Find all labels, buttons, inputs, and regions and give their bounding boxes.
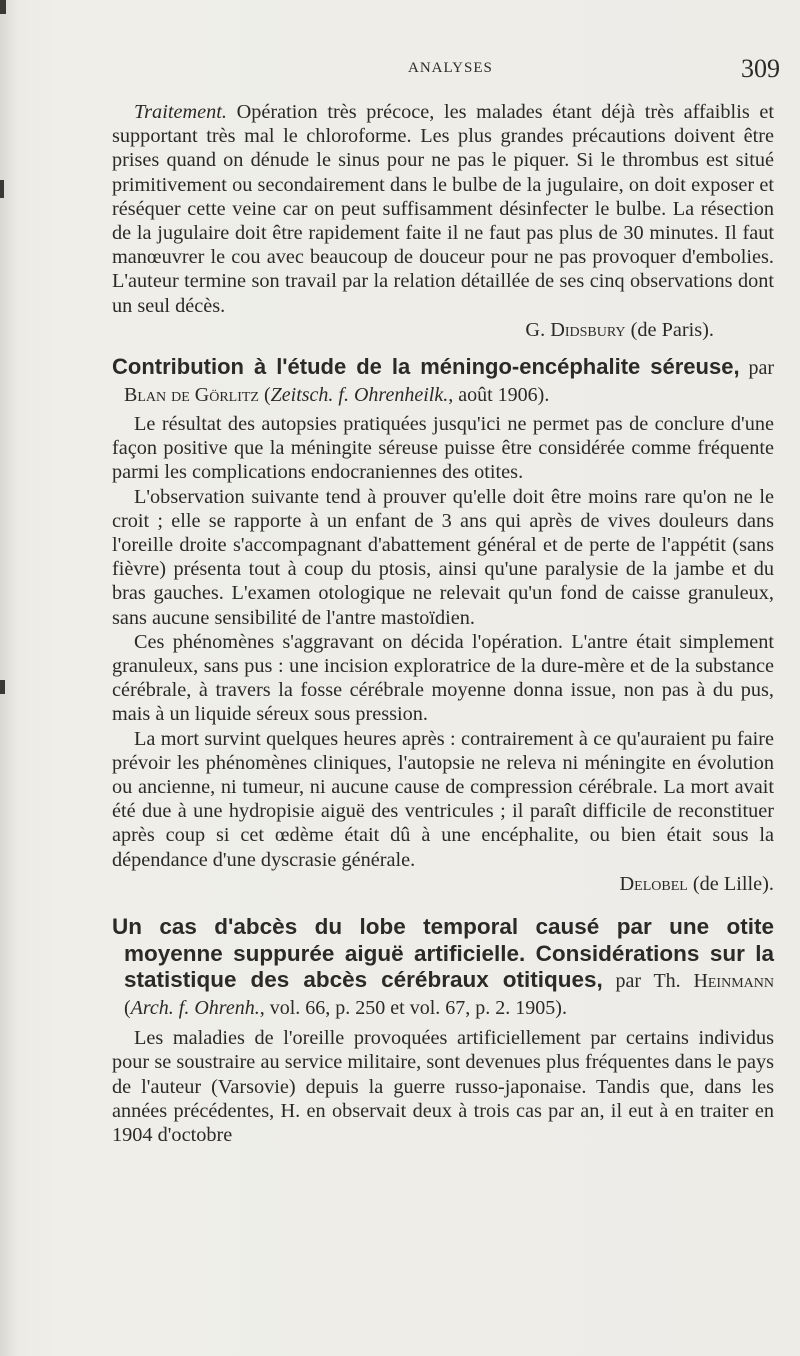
article-byline: par Th. Heinmann (Arch. f. Ohrenh., vol. 66, p. 250 et vol. 67, p. 2. 1905).: [124, 970, 774, 1019]
paragraph-lead: Traitement.: [134, 101, 227, 123]
article-title: Contribution à l'étude de la méningo-encéphalite séreuse,: [112, 354, 740, 380]
article-byline: par Blan de Görlitz (Zeitsch. f. Ohrenheilk., août 1906).: [124, 357, 774, 407]
paragraph: Les maladies de l'oreille provoquées artificiellement par certains individus pour se soustraire au service militaire, sont devenues plus fréquentes dans le pays de l'auteur (Varsovie) depuis la guerre russo-japonaise. Tandis que, dans les années précédentes, H. en observait deux à trois cas par an, il eut à en traiter en 1904 d'octobre: [112, 1027, 774, 1146]
paragraph: Le résultat des autopsies pratiquées jusqu'ici ne permet pas de conclure d'une façon positive que la méningite séreuse puisse être considérée comme fréquente parmi les complications endocraniennes des otites.: [112, 413, 774, 484]
paragraph: La mort survint quelques heures après : contrairement à ce qu'auraient pu faire prévoir les phénomènes cliniques, l'autopsie ne releva ni méningite en évolution ou ancienne, ni tumeur, ni aucune cause de compression cérébrale. La mort avait été due à une hydropisie aiguë des ventricules ; il paraît difficile de reconstituer après coup si cet œdème était dû à une encéphalite, ou bien était sous la dépendance d'une dyscrasie générale.: [112, 727, 774, 871]
running-title: ANALYSES: [408, 60, 493, 76]
article-author: Blan de Görlitz: [124, 384, 259, 407]
signature: [112, 872, 774, 896]
page-edge-mark: [0, 0, 6, 14]
article-journal: Arch. f. Ohrenh.: [130, 996, 260, 1019]
paragraph: L'observation suivante tend à prouver qu'elle doit être moins rare qu'on ne le croit ; elle se rapporte à un enfant de 3 ans qui après de vives douleurs dans l'oreille droite s'accompagnant d'abattement général et de perte de l'appétit (sans fièvre) présenta tout à coup du ptosis, ainsi qu'une paralysie de la jambe et du bras gauches. L'examen otologique ne relevait qu'un fond de caisse granuleux, sans aucune sensibilité de l'antre mastoïdien.: [112, 485, 774, 629]
signature: [112, 318, 774, 342]
article-journal: Zeitsch. f. Ohrenheilk.: [270, 384, 449, 407]
article-heading: [112, 354, 774, 408]
signature-initial: G.: [525, 318, 551, 341]
signature-place: (de Lille).: [687, 872, 774, 895]
running-head: [0, 54, 800, 84]
paragraph: Ces phénomènes s'aggravant on décida l'opération. L'antre était simplement granuleux, sans pus : une incision exploratrice de la dure-mère et de la substance cérébrale, à travers la fosse cérébrale moyenne donna issue, non pas à du pus, mais à un liquide séreux sous pression.: [112, 630, 774, 726]
article-author: Heinmann: [693, 970, 774, 993]
signature-name: Delobel: [619, 872, 688, 895]
paragraph-text: Opération très précoce, les malades étant déjà très affaiblis et supportant très mal le chloroforme. Les plus grandes précautions doivent être prises quand on dénude le sinus pour ne pas le piquer. Si le thrombus est situé primitivement ou secondairement dans le bulbe de la jugulaire, on doit exposer et réséquer cette veine car on peut suffisamment désinfecter le bulbe. La résection de la jugulaire doit être rapidement faite il ne faut pas plus de 30 minutes. Il faut manœuvrer le cou avec beaucoup de douceur pour ne pas provoquer d'embolies. L'auteur termine son travail par la relation détaillée de ses cinq observations dont un seul décès.: [112, 101, 774, 317]
page-edge-mark: [0, 180, 4, 198]
paragraph-traitement: [112, 100, 774, 318]
article-title: Un cas d'abcès du lobe temporal causé par une otite moyenne suppurée aiguë artificielle. Considérations sur la statistique des abcès cérébraux otitiques,: [112, 914, 774, 993]
article-heading: [112, 914, 774, 1020]
page-edge-mark: [0, 680, 5, 694]
signature-place: (de Paris).: [625, 318, 714, 341]
text-column: [112, 100, 774, 1147]
signature-name: Didsbury: [550, 318, 626, 341]
page-number: 309: [741, 54, 780, 83]
